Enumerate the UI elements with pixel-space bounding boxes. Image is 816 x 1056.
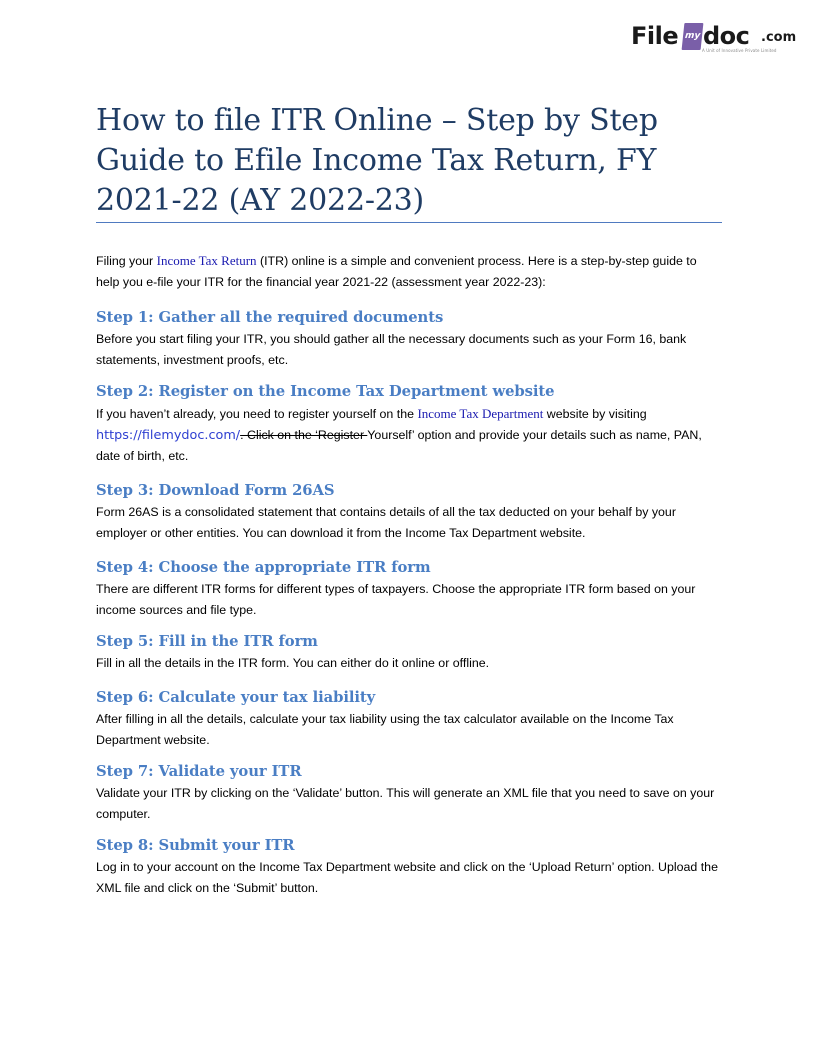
- step-8: [96, 836, 720, 899]
- step-2-heading: Step 2: Register on the Income Tax Department website: [96, 383, 555, 400]
- step-4: [96, 558, 720, 621]
- income-tax-department-link[interactable]: Income Tax Department: [417, 406, 544, 421]
- step-3: [96, 481, 720, 544]
- step-6: [96, 688, 720, 751]
- document-body: [96, 250, 720, 910]
- step-5-body: Fill in all the details in the ITR form. You can either do it online or offline.: [96, 656, 490, 670]
- income-tax-return-link[interactable]: Income Tax Return: [156, 253, 257, 268]
- step-1-heading: Step 1: Gather all the required documents: [96, 309, 444, 326]
- step-1: [96, 308, 720, 371]
- filemydoc-logo: [631, 22, 796, 56]
- step-2-struck-text: . Click on the ‘Register: [240, 428, 368, 442]
- step-2-text-before: If you haven’t already, you need to register yourself on the: [96, 407, 418, 421]
- step-7-body: Validate your ITR by clicking on the ‘Validate’ button. This will generate an XML file that you need to save on your computer.: [96, 786, 715, 821]
- step-6-body: After filling in all the details, calculate your tax liability using the tax calculator available on the Income Tax Department website.: [96, 712, 674, 747]
- step-3-heading: Step 3: Download Form 26AS: [96, 482, 335, 499]
- logo-file-text: File: [631, 22, 679, 50]
- logo-my-badge: my: [682, 23, 704, 50]
- logo-tagline: A Unit of Innovative Private Limited: [702, 48, 777, 53]
- intro-text-before: Filing your: [96, 254, 157, 268]
- page-title: How to file ITR Online – Step by Step Guide to Efile Income Tax Return, FY 2021-22 (AY 2022-23): [96, 103, 658, 218]
- step-3-body: Form 26AS is a consolidated statement that contains details of all the tax deducted on your behalf by your employer or other entities. You can download it from the Income Tax Department website.: [96, 505, 676, 540]
- logo-com-text: .com: [761, 30, 797, 45]
- step-6-heading: Step 6: Calculate your tax liability: [96, 689, 376, 706]
- intro-paragraph: [96, 250, 720, 293]
- step-2-text-mid: website by visiting: [543, 407, 647, 421]
- step-2-text-after: Yourself’ option and provide your details such as name, PAN, date of birth, etc.: [96, 428, 702, 463]
- step-2: [96, 382, 720, 467]
- step-8-body: Log in to your account on the Income Tax Department website and click on the ‘Upload Return’ option. Upload the XML file and click on the ‘Submit’ button.: [96, 860, 718, 895]
- step-5-heading: Step 5: Fill in the ITR form: [96, 633, 318, 650]
- step-1-body: Before you start filing your ITR, you should gather all the necessary documents such as your Form 16, bank statements, investment proofs, etc.: [96, 332, 687, 367]
- step-8-heading: Step 8: Submit your ITR: [96, 837, 295, 854]
- step-4-heading: Step 4: Choose the appropriate ITR form: [96, 559, 431, 576]
- step-7-heading: Step 7: Validate your ITR: [96, 763, 302, 780]
- step-4-body: There are different ITR forms for different types of taxpayers. Choose the appropriate ITR form based on your income sources and file type.: [96, 582, 696, 617]
- step-2-body: [96, 403, 720, 467]
- filemydoc-url-link[interactable]: https://filemydoc.com/: [96, 428, 241, 443]
- intro-text-after: (ITR) online is a simple and convenient process. Here is a step-by-step guide to help you e-file your ITR for the financial year 2021-22 (assessment year 2022-23):: [96, 254, 697, 289]
- step-7: [96, 762, 720, 825]
- logo-doc-text: doc: [703, 22, 750, 50]
- step-5: [96, 632, 720, 674]
- title-divider: [96, 222, 722, 223]
